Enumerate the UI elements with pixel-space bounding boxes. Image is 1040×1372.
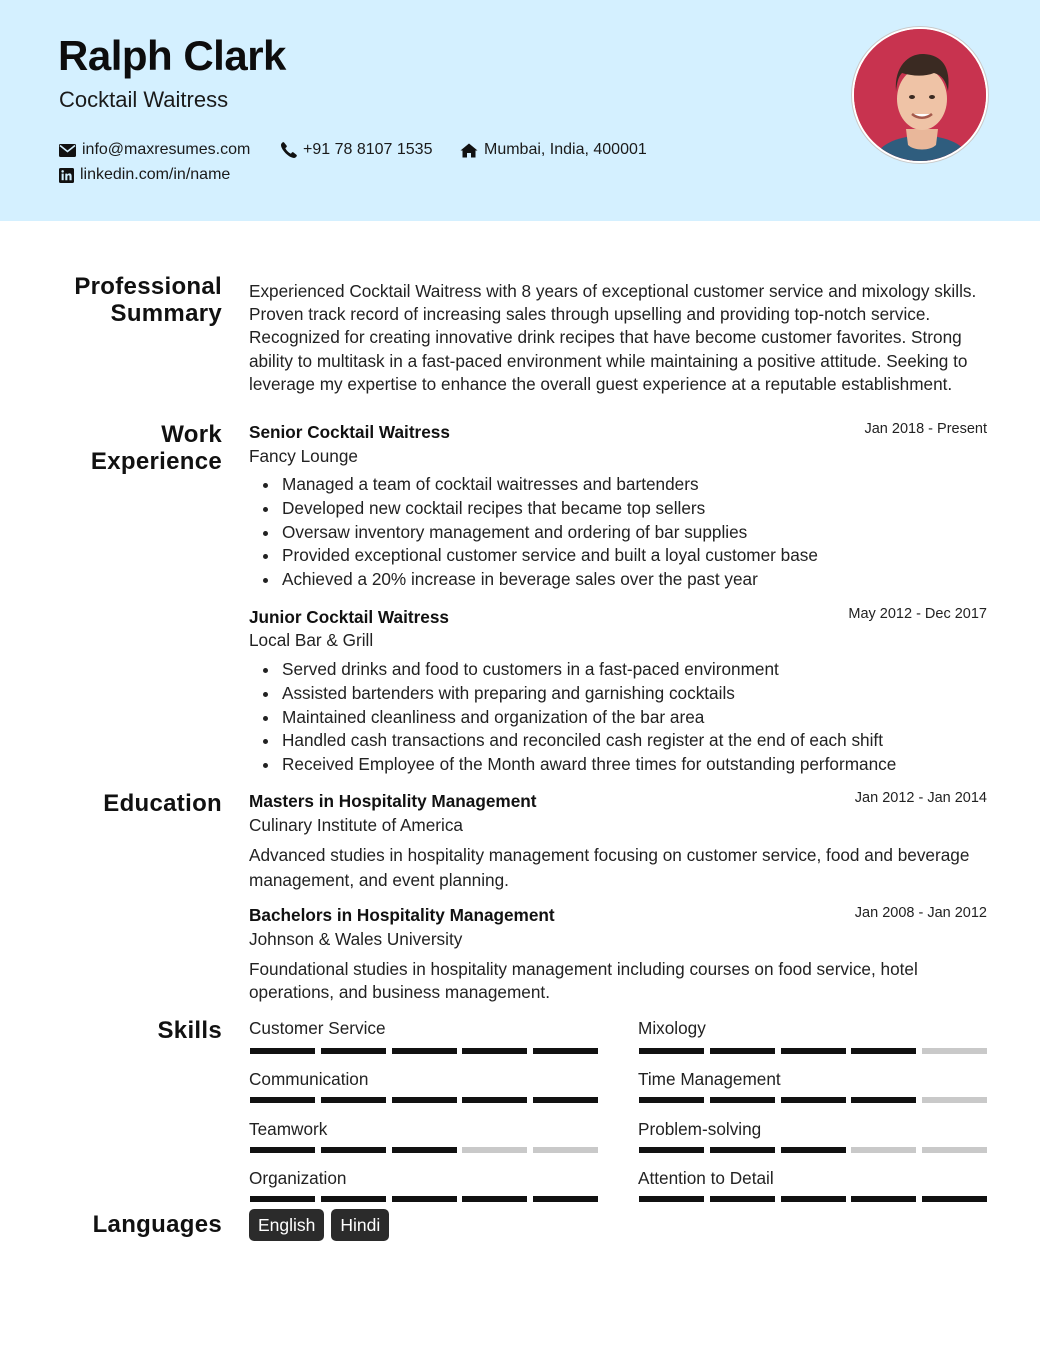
job-title: Junior Cocktail Waitress bbox=[249, 607, 449, 627]
section-title-line: Experience bbox=[90, 448, 222, 475]
job-company: Local Bar & Grill bbox=[249, 630, 374, 650]
candidate-title: Cocktail Waitress bbox=[59, 87, 229, 112]
skill-level-filled bbox=[462, 1097, 527, 1103]
section-title-skills: Skills bbox=[157, 1017, 222, 1044]
education-dates: Jan 2008 - Jan 2012 bbox=[854, 905, 987, 921]
skill-level-empty bbox=[533, 1147, 598, 1153]
skill-name: Mixology bbox=[638, 1018, 706, 1038]
contact-location bbox=[460, 139, 647, 161]
email-text: info@maxresumes.com bbox=[82, 141, 251, 158]
skill-level-filled bbox=[321, 1196, 386, 1202]
job-company: Fancy Lounge bbox=[249, 446, 358, 466]
skill-level-filled bbox=[639, 1147, 704, 1153]
education-dates: Jan 2012 - Jan 2014 bbox=[854, 790, 987, 806]
candidate-name: Ralph Clark bbox=[58, 32, 286, 79]
skill-level-empty bbox=[922, 1147, 987, 1153]
degree-title: Masters in Hospitality Management bbox=[249, 791, 537, 811]
skill-name: Attention to Detail bbox=[638, 1168, 774, 1188]
skill-level-filled bbox=[462, 1048, 527, 1054]
list-item: Managed a team of cocktail waitresses and bartenders bbox=[249, 473, 989, 497]
skill-level-filled bbox=[922, 1196, 987, 1202]
education-description: Advanced studies in hospitality management focusing on customer service, food and beverage management, and event planning. bbox=[249, 845, 970, 890]
skill-level-filled bbox=[710, 1147, 775, 1153]
contact-email[interactable] bbox=[59, 139, 250, 161]
list-item: Maintained cleanliness and organization of the bar area bbox=[249, 706, 989, 730]
section-title-summary bbox=[74, 273, 222, 327]
phone-text: +91 78 8107 1535 bbox=[303, 141, 433, 158]
skill-level-empty bbox=[851, 1147, 916, 1153]
skill-level-filled bbox=[392, 1196, 457, 1202]
skill-level-filled bbox=[639, 1196, 704, 1202]
language-tags bbox=[249, 1209, 389, 1241]
job-dates: May 2012 - Dec 2017 bbox=[848, 606, 987, 622]
skill-level-filled bbox=[392, 1147, 457, 1153]
skill-name: Organization bbox=[249, 1168, 347, 1188]
home-icon bbox=[460, 143, 478, 158]
skill-level-filled bbox=[392, 1048, 457, 1054]
skill-level-filled bbox=[321, 1097, 386, 1103]
list-item: Served drinks and food to customers in a fast-paced environment bbox=[249, 658, 989, 682]
location-text: Mumbai, India, 400001 bbox=[484, 141, 647, 158]
skill-name: Teamwork bbox=[249, 1119, 328, 1139]
skill-bar bbox=[250, 1147, 598, 1153]
degree-title: Bachelors in Hospitality Management bbox=[249, 905, 555, 925]
skill-level-filled bbox=[533, 1097, 598, 1103]
skill-name: Time Management bbox=[638, 1069, 781, 1089]
skill-level-filled bbox=[781, 1097, 846, 1103]
profile-photo bbox=[852, 27, 988, 163]
avatar-illustration bbox=[854, 29, 988, 163]
skill-level-filled bbox=[533, 1048, 598, 1054]
job-bullets bbox=[249, 658, 989, 777]
job-bullets bbox=[249, 473, 989, 592]
skill-bar bbox=[639, 1048, 987, 1054]
language-tag: English bbox=[249, 1209, 324, 1241]
skill-level-filled bbox=[781, 1048, 846, 1054]
contact-phone[interactable] bbox=[281, 139, 432, 161]
education-description: Foundational studies in hospitality management including courses on food service, hotel operations, and business management. bbox=[249, 959, 918, 1003]
skill-name: Customer Service bbox=[249, 1018, 386, 1038]
skill-bar bbox=[639, 1097, 987, 1103]
list-item: Received Employee of the Month award three times for outstanding performance bbox=[249, 753, 989, 777]
section-title-languages: Languages bbox=[92, 1211, 222, 1238]
envelope-icon bbox=[59, 144, 76, 157]
skill-level-filled bbox=[321, 1048, 386, 1054]
contact-linkedin[interactable] bbox=[59, 164, 230, 186]
list-item: Developed new cocktail recipes that became top sellers bbox=[249, 497, 989, 521]
skill-level-filled bbox=[710, 1048, 775, 1054]
skill-level-filled bbox=[851, 1196, 916, 1202]
skill-level-filled bbox=[781, 1147, 846, 1153]
skill-level-filled bbox=[851, 1048, 916, 1054]
skill-level-filled bbox=[710, 1196, 775, 1202]
school-name: Johnson & Wales University bbox=[249, 929, 463, 949]
skill-level-filled bbox=[851, 1097, 916, 1103]
skill-name: Problem-solving bbox=[638, 1119, 762, 1139]
phone-icon bbox=[281, 142, 297, 158]
skill-level-filled bbox=[710, 1097, 775, 1103]
skill-bar bbox=[250, 1048, 598, 1054]
section-title-line: Professional bbox=[74, 273, 222, 300]
skill-level-filled bbox=[321, 1147, 386, 1153]
job-dates: Jan 2018 - Present bbox=[864, 421, 987, 437]
skill-bar bbox=[639, 1147, 987, 1153]
skill-level-filled bbox=[250, 1147, 315, 1153]
section-title-line: Summary bbox=[110, 300, 222, 327]
skill-level-filled bbox=[392, 1097, 457, 1103]
section-title-line: Work bbox=[161, 421, 222, 448]
skill-bar bbox=[639, 1196, 987, 1202]
language-tag: Hindi bbox=[331, 1209, 389, 1241]
skill-level-filled bbox=[462, 1196, 527, 1202]
list-item: Assisted bartenders with preparing and garnishing cocktails bbox=[249, 682, 989, 706]
list-item: Oversaw inventory management and ordering of bar supplies bbox=[249, 521, 989, 545]
list-item: Provided exceptional customer service and built a loyal customer base bbox=[249, 544, 989, 568]
section-title-education: Education bbox=[103, 790, 222, 817]
skill-level-filled bbox=[250, 1048, 315, 1054]
summary-text: Experienced Cocktail Waitress with 8 years of exceptional customer service and mixology skills. Proven track record of increasing sales through upselling and providing top-notch service. Recognized for creating innovative drink recipes that have become customer favorites. Strong ability to multitask in a fast-paced environment while maintaining a positive attitude. Seeking to leverage my expertise to enhance the overall guest experience at a reputable establishment. bbox=[249, 281, 977, 394]
skill-level-empty bbox=[922, 1097, 987, 1103]
skill-level-filled bbox=[781, 1196, 846, 1202]
skill-level-empty bbox=[922, 1048, 987, 1054]
skill-level-filled bbox=[250, 1097, 315, 1103]
skill-level-filled bbox=[639, 1048, 704, 1054]
job-title: Senior Cocktail Waitress bbox=[249, 422, 450, 442]
skill-level-filled bbox=[533, 1196, 598, 1202]
school-name: Culinary Institute of America bbox=[249, 815, 463, 835]
skill-level-empty bbox=[462, 1147, 527, 1153]
resume-header bbox=[0, 0, 1040, 221]
skill-bar bbox=[250, 1097, 598, 1103]
linkedin-icon bbox=[59, 168, 74, 183]
skill-level-filled bbox=[639, 1097, 704, 1103]
list-item: Achieved a 20% increase in beverage sales over the past year bbox=[249, 568, 989, 592]
linkedin-text: linkedin.com/in/name bbox=[80, 166, 231, 183]
list-item: Handled cash transactions and reconciled cash register at the end of each shift bbox=[249, 729, 989, 753]
skill-bar bbox=[250, 1196, 598, 1202]
section-title-experience bbox=[91, 421, 222, 475]
skill-level-filled bbox=[250, 1196, 315, 1202]
skill-name: Communication bbox=[249, 1069, 369, 1089]
